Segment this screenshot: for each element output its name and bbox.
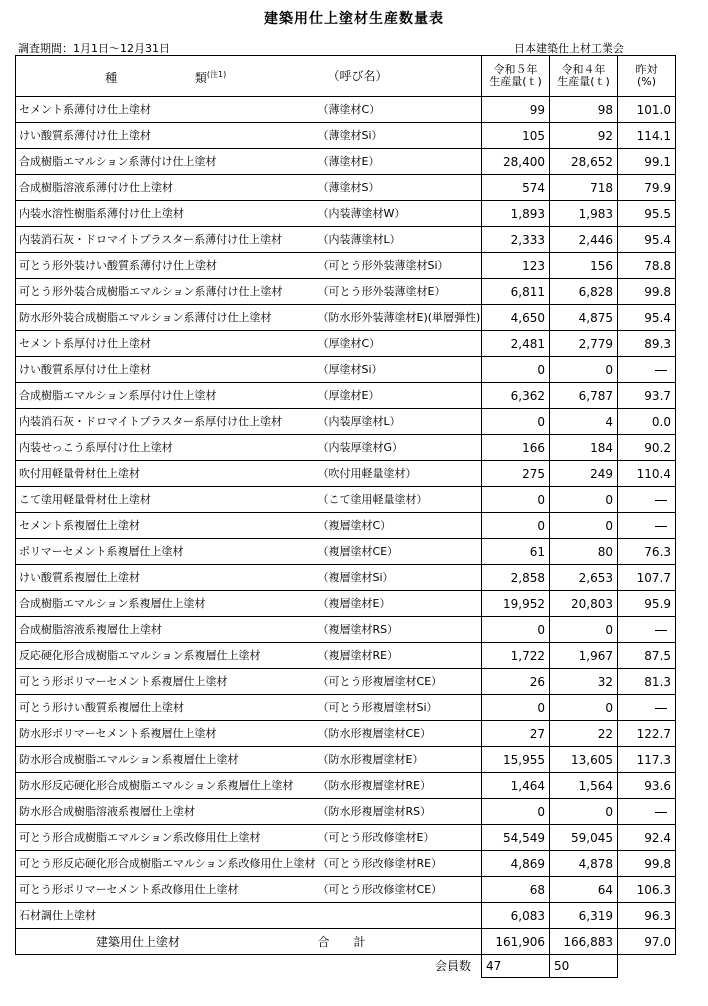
row-alias: （複層塗材C）	[316, 513, 482, 539]
table-row	[16, 513, 676, 539]
table-row	[16, 565, 676, 591]
table-row	[16, 903, 676, 929]
row-alias: （複層塗材RE）	[316, 643, 482, 669]
no-ratio-dash-icon	[655, 812, 667, 813]
row-ratio	[618, 747, 676, 773]
row-r5-value: 54,549	[482, 825, 550, 851]
member-count-row	[16, 955, 676, 978]
member-r4-value: 50	[550, 955, 618, 978]
row-name: 防水形合成樹脂溶液系複層仕上塗材	[16, 799, 316, 825]
row-ratio	[618, 565, 676, 591]
row-r5-value: 0	[482, 617, 550, 643]
row-ratio-value: 117.3	[636, 752, 672, 767]
row-name: 内装消石灰・ドロマイトプラスター系薄付け仕上塗材	[16, 227, 316, 253]
row-alias: （防水形複層塗材CE）	[316, 721, 482, 747]
row-ratio	[618, 825, 676, 851]
row-ratio-value: 0.0	[651, 414, 672, 429]
row-name: けい酸質系厚付け仕上塗材	[16, 357, 316, 383]
row-name: 内装水溶性樹脂系薄付け仕上塗材	[16, 201, 316, 227]
header-type	[16, 56, 316, 97]
table-row	[16, 695, 676, 721]
total-row	[16, 929, 676, 955]
table-row	[16, 227, 676, 253]
row-r4-value: 0	[550, 513, 618, 539]
table-row	[16, 877, 676, 903]
row-ratio	[618, 357, 676, 383]
row-ratio	[618, 617, 676, 643]
header-type-part1: 種	[105, 70, 118, 85]
header-type-part2: 類	[194, 70, 207, 85]
row-alias: （複層塗材CE）	[316, 539, 482, 565]
row-name: 可とう形ポリマーセメント系複層仕上塗材	[16, 669, 316, 695]
row-alias: （内装厚塗材G）	[316, 435, 482, 461]
row-ratio	[618, 851, 676, 877]
member-r5-value: 47	[482, 955, 550, 978]
row-ratio-value: 99.8	[644, 856, 672, 871]
row-ratio	[618, 123, 676, 149]
row-r5-value: 99	[482, 97, 550, 123]
row-alias: （厚塗材E）	[316, 383, 482, 409]
row-r4-value: 2,653	[550, 565, 618, 591]
row-r4-value: 6,787	[550, 383, 618, 409]
table-row	[16, 747, 676, 773]
row-ratio	[618, 903, 676, 929]
row-name: 合成樹脂エマルション系厚付け仕上塗材	[16, 383, 316, 409]
row-alias: （可とう形改修塗材CE）	[316, 877, 482, 903]
table-row	[16, 669, 676, 695]
row-ratio	[618, 643, 676, 669]
row-alias: （厚塗材C）	[316, 331, 482, 357]
row-r5-value: 1,893	[482, 201, 550, 227]
header-ratio-line1: 昨対	[635, 63, 658, 76]
row-name: こて塗用軽量骨材仕上塗材	[16, 487, 316, 513]
row-r4-value: 0	[550, 357, 618, 383]
table-row	[16, 201, 676, 227]
row-r4-value: 28,652	[550, 149, 618, 175]
row-ratio-value: 95.4	[644, 310, 672, 325]
page-title: 建築用仕上塗材生産数量表	[264, 11, 444, 27]
row-r4-value: 92	[550, 123, 618, 149]
row-r4-value: 184	[550, 435, 618, 461]
row-ratio-value: 93.7	[644, 388, 672, 403]
row-alias: （薄塗材C）	[316, 97, 482, 123]
row-r5-value: 2,333	[482, 227, 550, 253]
row-name: 可とう形外装合成樹脂エマルション系薄付け仕上塗材	[16, 279, 316, 305]
row-ratio	[618, 305, 676, 331]
row-alias: （薄塗材S）	[316, 175, 482, 201]
no-ratio-dash-icon	[655, 630, 667, 631]
row-ratio-value: 81.3	[644, 674, 672, 689]
header-r5-line1: 令和５年	[493, 63, 538, 76]
row-ratio	[618, 721, 676, 747]
row-r4-value: 156	[550, 253, 618, 279]
total-ratio: 97.0	[618, 929, 676, 955]
row-ratio	[618, 435, 676, 461]
row-alias: （複層塗材E）	[316, 591, 482, 617]
row-r4-value: 20,803	[550, 591, 618, 617]
row-r4-value: 64	[550, 877, 618, 903]
row-ratio	[618, 331, 676, 357]
row-ratio	[618, 253, 676, 279]
row-r5-value: 0	[482, 799, 550, 825]
row-r4-value: 249	[550, 461, 618, 487]
row-name: 防水形反応硬化形合成樹脂エマルション系複層仕上塗材	[16, 773, 316, 799]
row-ratio-value: 79.9	[644, 180, 672, 195]
row-r4-value: 4	[550, 409, 618, 435]
row-ratio-value: 96.3	[644, 908, 672, 923]
table-row	[16, 409, 676, 435]
row-ratio-value: 93.6	[644, 778, 672, 793]
table-row	[16, 305, 676, 331]
header-r4	[550, 56, 618, 97]
row-r4-value: 0	[550, 799, 618, 825]
row-r4-value: 1,967	[550, 643, 618, 669]
header-r5	[482, 56, 550, 97]
table-row	[16, 357, 676, 383]
row-name: 可とう形外装けい酸質系薄付け仕上塗材	[16, 253, 316, 279]
row-alias: （薄塗材Si）	[316, 123, 482, 149]
organization-name: 日本建築仕上材工業会	[514, 42, 624, 55]
table-row	[16, 279, 676, 305]
total-r4-value: 166,883	[550, 929, 618, 955]
row-alias: （薄塗材E）	[316, 149, 482, 175]
row-r5-value: 68	[482, 877, 550, 903]
no-ratio-dash-icon	[655, 708, 667, 709]
row-r5-value: 0	[482, 513, 550, 539]
row-ratio	[618, 799, 676, 825]
no-ratio-dash-icon	[655, 370, 667, 371]
row-name: ポリマーセメント系複層仕上塗材	[16, 539, 316, 565]
row-ratio-value: 110.4	[636, 466, 672, 481]
no-ratio-dash-icon	[655, 526, 667, 527]
row-r4-value: 2,779	[550, 331, 618, 357]
row-name: 防水形ポリマーセメント系複層仕上塗材	[16, 721, 316, 747]
table-row	[16, 799, 676, 825]
row-name: 防水形外装合成樹脂エマルション系薄付け仕上塗材	[16, 305, 316, 331]
row-alias: （防水形複層塗材RE）	[316, 773, 482, 799]
row-ratio-value: 107.7	[636, 570, 672, 585]
table-row	[16, 461, 676, 487]
row-r5-value: 105	[482, 123, 550, 149]
row-alias: （内装薄塗材W）	[316, 201, 482, 227]
row-ratio	[618, 695, 676, 721]
row-name: 内装せっこう系厚付け仕上塗材	[16, 435, 316, 461]
row-r5-value: 1,464	[482, 773, 550, 799]
table-row	[16, 825, 676, 851]
row-r4-value: 80	[550, 539, 618, 565]
row-r5-value: 166	[482, 435, 550, 461]
row-alias: （厚塗材Si）	[316, 357, 482, 383]
row-r5-value: 27	[482, 721, 550, 747]
row-r5-value: 4,650	[482, 305, 550, 331]
row-name: 可とう形反応硬化形合成樹脂エマルション系改修用仕上塗材	[16, 851, 316, 877]
table-row	[16, 851, 676, 877]
row-r4-value: 32	[550, 669, 618, 695]
row-ratio-value: 114.1	[636, 128, 672, 143]
row-alias: （可とう形複層塗材CE）	[316, 669, 482, 695]
row-ratio-value: 99.1	[644, 154, 672, 169]
table-row	[16, 721, 676, 747]
row-alias: （可とう形改修塗材E）	[316, 825, 482, 851]
row-r4-value: 59,045	[550, 825, 618, 851]
total-label-sum: 合 計	[316, 929, 482, 955]
row-ratio	[618, 409, 676, 435]
table-row	[16, 149, 676, 175]
header-alias: （呼び名）	[316, 56, 482, 97]
row-r5-value: 26	[482, 669, 550, 695]
row-name: セメント系薄付け仕上塗材	[16, 97, 316, 123]
row-ratio	[618, 383, 676, 409]
production-table	[15, 55, 676, 978]
row-name: 吹付用軽量骨材仕上塗材	[16, 461, 316, 487]
row-r5-value: 15,955	[482, 747, 550, 773]
row-alias: （防水形外装薄塗材E)(単層弾性)	[316, 305, 482, 331]
row-r5-value: 1,722	[482, 643, 550, 669]
table-row	[16, 331, 676, 357]
row-ratio	[618, 149, 676, 175]
row-alias: （複層塗材RS）	[316, 617, 482, 643]
row-ratio	[618, 227, 676, 253]
row-name: 防水形合成樹脂エマルション系複層仕上塗材	[16, 747, 316, 773]
row-ratio	[618, 97, 676, 123]
row-alias: （可とう形外装薄塗材Si）	[316, 253, 482, 279]
row-r4-value: 0	[550, 617, 618, 643]
row-name: 可とう形合成樹脂エマルション系改修用仕上塗材	[16, 825, 316, 851]
row-r5-value: 2,858	[482, 565, 550, 591]
table-row	[16, 591, 676, 617]
row-name: 合成樹脂エマルション系複層仕上塗材	[16, 591, 316, 617]
row-alias: （防水形複層塗材RS）	[316, 799, 482, 825]
row-r4-value: 0	[550, 695, 618, 721]
table-header-row	[16, 56, 676, 97]
row-alias	[316, 903, 482, 929]
row-r5-value: 275	[482, 461, 550, 487]
row-ratio-value: 76.3	[644, 544, 672, 559]
row-ratio	[618, 591, 676, 617]
row-r4-value: 6,828	[550, 279, 618, 305]
table-row	[16, 539, 676, 565]
table-row	[16, 175, 676, 201]
table-row	[16, 123, 676, 149]
row-ratio-value: 92.4	[644, 830, 672, 845]
row-alias: （防水形複層塗材E）	[316, 747, 482, 773]
row-r4-value: 1,564	[550, 773, 618, 799]
row-r4-value: 0	[550, 487, 618, 513]
table-row	[16, 253, 676, 279]
row-alias: （吹付用軽量塗材）	[316, 461, 482, 487]
row-r4-value: 1,983	[550, 201, 618, 227]
row-alias: （内装薄塗材L）	[316, 227, 482, 253]
member-label: 会員数	[316, 955, 482, 978]
no-ratio-dash-icon	[655, 500, 667, 501]
row-ratio-value: 95.4	[644, 232, 672, 247]
row-name: セメント系厚付け仕上塗材	[16, 331, 316, 357]
row-r5-value: 4,869	[482, 851, 550, 877]
header-r4-line1: 令和４年	[561, 63, 606, 76]
row-alias: （複層塗材Si）	[316, 565, 482, 591]
row-ratio-value: 99.8	[644, 284, 672, 299]
row-r4-value: 2,446	[550, 227, 618, 253]
row-ratio	[618, 513, 676, 539]
row-name: 合成樹脂エマルション系薄付け仕上塗材	[16, 149, 316, 175]
row-name: 合成樹脂溶液系複層仕上塗材	[16, 617, 316, 643]
row-name: 内装消石灰・ドロマイトプラスター系厚付け仕上塗材	[16, 409, 316, 435]
total-r5-value: 161,906	[482, 929, 550, 955]
row-name: 可とう形けい酸質系複層仕上塗材	[16, 695, 316, 721]
row-r5-value: 19,952	[482, 591, 550, 617]
header-ratio	[618, 56, 676, 97]
row-name: けい酸質系薄付け仕上塗材	[16, 123, 316, 149]
table-row	[16, 97, 676, 123]
table-row	[16, 383, 676, 409]
row-r5-value: 6,083	[482, 903, 550, 929]
row-ratio-value: 95.5	[644, 206, 672, 221]
row-r5-value: 28,400	[482, 149, 550, 175]
row-r5-value: 0	[482, 695, 550, 721]
header-r4-line2: 生産量(ｔ)	[557, 75, 610, 88]
header-type-note: (注1)	[206, 69, 227, 79]
row-alias: （可とう形改修塗材RE）	[316, 851, 482, 877]
row-ratio	[618, 201, 676, 227]
row-ratio	[618, 461, 676, 487]
survey-period: 調査期間：1月1日～12月31日	[18, 42, 170, 55]
row-ratio-value: 90.2	[644, 440, 672, 455]
table-row	[16, 643, 676, 669]
row-r5-value: 6,811	[482, 279, 550, 305]
row-ratio	[618, 877, 676, 903]
row-ratio-value: 95.9	[644, 596, 672, 611]
row-r5-value: 0	[482, 357, 550, 383]
table-row	[16, 435, 676, 461]
row-r4-value: 4,875	[550, 305, 618, 331]
row-alias: （可とう形外装薄塗材E）	[316, 279, 482, 305]
row-r4-value: 98	[550, 97, 618, 123]
table-row	[16, 487, 676, 513]
row-ratio	[618, 279, 676, 305]
row-r4-value: 22	[550, 721, 618, 747]
row-r4-value: 6,319	[550, 903, 618, 929]
member-spacer-right	[618, 955, 676, 978]
row-name: 石材調仕上塗材	[16, 903, 316, 929]
row-ratio	[618, 175, 676, 201]
row-r5-value: 6,362	[482, 383, 550, 409]
row-ratio-value: 78.8	[644, 258, 672, 273]
row-name: 可とう形ポリマーセメント系改修用仕上塗材	[16, 877, 316, 903]
table-row	[16, 617, 676, 643]
total-label: 建築用仕上塗材	[16, 929, 316, 955]
row-r4-value: 4,878	[550, 851, 618, 877]
row-ratio-value: 101.0	[636, 102, 672, 117]
row-ratio	[618, 487, 676, 513]
row-ratio	[618, 773, 676, 799]
header-r5-line2: 生産量(ｔ)	[489, 75, 542, 88]
row-r4-value: 13,605	[550, 747, 618, 773]
row-ratio-value: 87.5	[644, 648, 672, 663]
member-spacer	[16, 955, 316, 978]
header-ratio-line2: (%)	[636, 75, 657, 88]
row-r5-value: 2,481	[482, 331, 550, 357]
row-ratio-value: 106.3	[636, 882, 672, 897]
row-ratio	[618, 539, 676, 565]
row-ratio-value: 122.7	[636, 726, 672, 741]
row-ratio-value: 89.3	[644, 336, 672, 351]
row-name: 合成樹脂溶液系薄付け仕上塗材	[16, 175, 316, 201]
row-r5-value: 574	[482, 175, 550, 201]
row-r5-value: 0	[482, 409, 550, 435]
row-name: 反応硬化形合成樹脂エマルション系複層仕上塗材	[16, 643, 316, 669]
row-r4-value: 718	[550, 175, 618, 201]
row-r5-value: 123	[482, 253, 550, 279]
row-alias: （内装厚塗材L）	[316, 409, 482, 435]
row-r5-value: 61	[482, 539, 550, 565]
row-alias: （こて塗用軽量塗材）	[316, 487, 482, 513]
row-name: けい酸質系複層仕上塗材	[16, 565, 316, 591]
row-r5-value: 0	[482, 487, 550, 513]
row-name: セメント系複層仕上塗材	[16, 513, 316, 539]
table-row	[16, 773, 676, 799]
row-ratio	[618, 669, 676, 695]
row-alias: （可とう形複層塗材Si）	[316, 695, 482, 721]
